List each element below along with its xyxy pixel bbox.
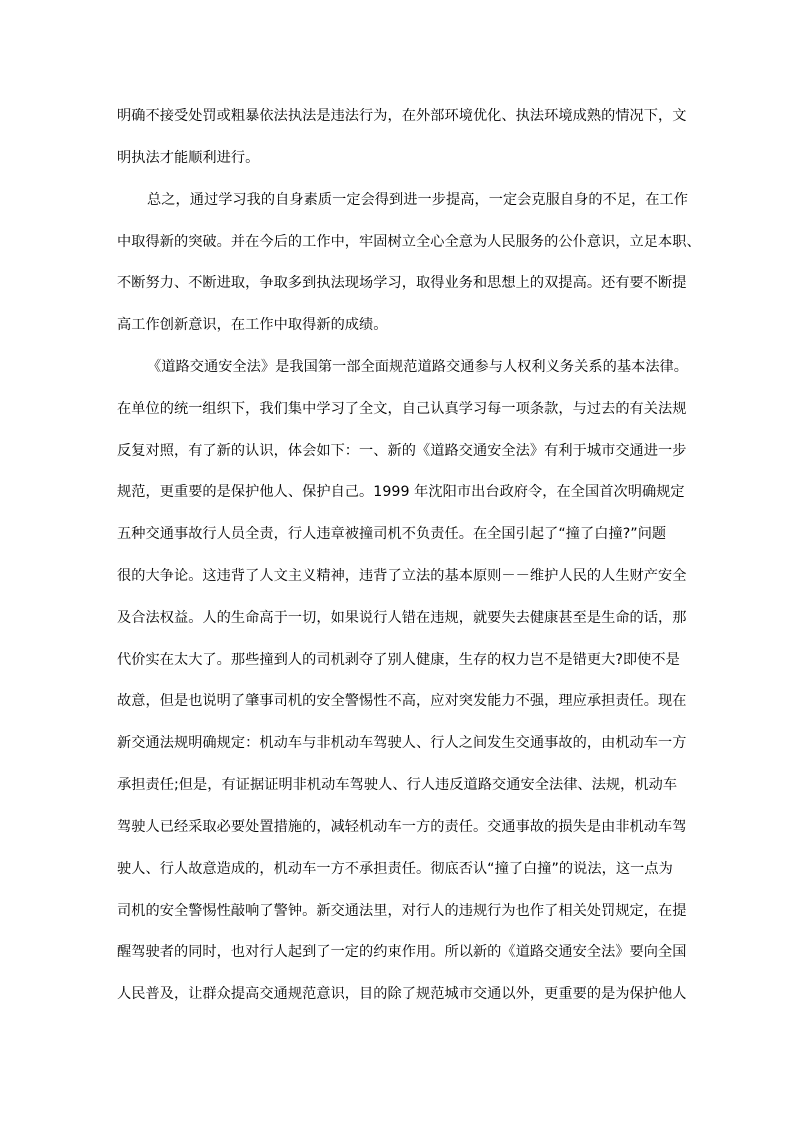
text-line: 高工作创新意识，在工作中取得新的成绩。 (117, 317, 388, 333)
text-line: 不断努力、不断进取，争取多到执法现场学习，取得业务和思想上的双提高。还有要不断提 (117, 275, 687, 291)
text-line: 代价实在太大了。那些撞到人的司机剥夺了别人健康，生存的权力岂不是错更大?即使不是 (117, 652, 680, 668)
text-line: 醒驾驶者的同时，也对行人起到了一定的约束作用。所以新的《道路交通安全法》要向全国 (117, 944, 687, 960)
text-line: 人民普及，让群众提高交通规范意识，目的除了规范城市交通以外，更重要的是为保护他人 (117, 986, 687, 1002)
text-line: 故意，但是也说明了肇事司机的安全警惕性不高，应对突发能力不强，理应承担责任。现在 (117, 693, 687, 709)
paragraph-first-line: 总之，通过学习我的自身素质一定会得到进一步提高，一定会克服自身的不足，在工作 (147, 192, 689, 208)
text-line: 规范，更重要的是保护他人、保护自己。1999 年沈阳市出台政府令，在全国首次明确规定 (117, 484, 685, 500)
text-line: 很的大争论。这违背了人文主义精神，违背了立法的基本原则－－维护人民的人生财产安全 (117, 568, 687, 584)
text-line: 司机的安全警惕性敲响了警钟。新交通法里，对行人的违规行为也作了相关处罚规定，在提 (117, 903, 687, 919)
text-line: 中取得新的突破。并在今后的工作中，牢固树立全心全意为人民服务的公仆意识，立足本职、 (117, 234, 701, 250)
text-line: 承担责任;但是，有证据证明非机动车驾驶人、行人违反道路交通安全法律、法规，机动车 (117, 777, 678, 793)
text-line: 明执法才能顺利进行。 (117, 150, 260, 166)
text-line: 在单位的统一组织下，我们集中学习了全文，自己认真学习每一项条款，与过去的有关法规 (117, 401, 687, 417)
text-line: 五种交通事故行人员全责，行人违章被撞司机不负责任。在全国引起了“撞了白撞?”问题 (117, 526, 667, 542)
text-line: 及合法权益。人的生命高于一切，如果说行人错在违规，就要失去健康甚至是生命的话，那 (117, 610, 687, 626)
paragraph-first-line: 《道路交通安全法》是我国第一部全面规范道路交通参与人权利义务关系的基本法律。 (147, 359, 689, 375)
text-line: 明确不接受处罚或粗暴依法执法是违法行为，在外部环境优化、执法环境成熟的情况下，文 (117, 108, 687, 124)
text-line: 驾驶人已经采取必要处置措施的，减轻机动车一方的责任。交通事故的损失是由非机动车驾 (117, 819, 687, 835)
text-line: 驶人、行人故意造成的，机动车一方不承担责任。彻底否认“撞了白撞”的说法，这一点为 (117, 861, 673, 877)
text-line: 新交通法规明确规定：机动车与非机动车驾驶人、行人之间发生交通事故的，由机动车一方 (117, 735, 687, 751)
text-line: 反复对照，有了新的认识，体会如下：一、新的《道路交通安全法》有利于城市交通进一步 (117, 443, 687, 459)
